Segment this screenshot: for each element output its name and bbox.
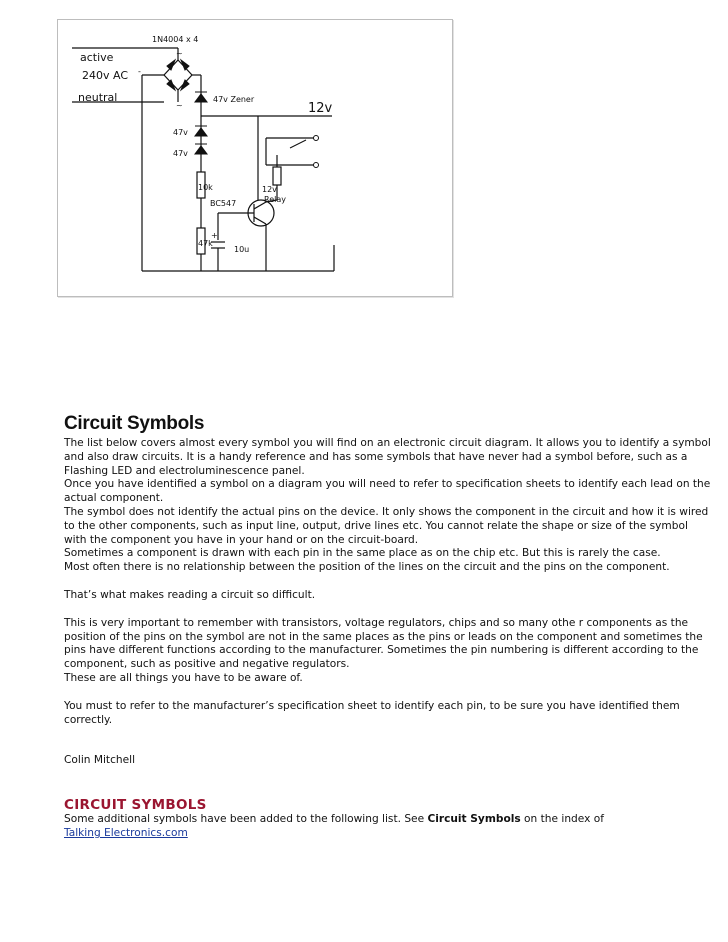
author-name: Colin Mitchell	[64, 754, 136, 767]
paragraph-difficult: That’s what makes reading a circuit so difficult.	[64, 588, 316, 601]
section-text-before: Some additional symbols have been added to the following list. See	[64, 813, 428, 826]
tilde-top-label: ~	[176, 49, 183, 58]
diode-label: 1N4004 x 4	[152, 35, 199, 44]
capacitor-label: 10u	[234, 245, 250, 254]
relay-label-1: 12v	[262, 185, 277, 194]
paragraph-no-relationship: Most often there is no relationship between the position of the lines on the circuit and the pins on the component.	[64, 561, 670, 574]
section-paragraph	[64, 813, 712, 841]
supply-label: 12v	[308, 101, 333, 116]
paragraph-aware: These are all things you have to be aware of.	[64, 671, 303, 684]
neutral-label: neutral	[78, 91, 118, 104]
diode1-label: 47v	[173, 128, 188, 137]
circuit-schematic	[58, 20, 452, 296]
circuit-symbols-bold: Circuit Symbols	[427, 813, 521, 826]
transistor-label: BC547	[210, 199, 237, 208]
paragraph-pins: The symbol does not identify the actual pins on the device. It only shows the component in the circuit and how it is wired to the other components, such as input line, output, drive lines etc. You cannot relate the shape or size of the symbol with the component you have in your hand or on the circuit-board.	[64, 505, 709, 546]
resistor1-label: 10k	[198, 183, 213, 192]
circuit-diagram	[57, 19, 453, 297]
paragraph-same-place: Sometimes a component is drawn with each pin in the same place as on the chip etc. But this is rarely the case.	[64, 547, 661, 560]
active-label: active	[80, 51, 114, 64]
talking-electronics-link[interactable]: Talking Electronics.com	[64, 826, 188, 839]
zener-label: 47v Zener	[213, 95, 255, 104]
relay-label-2: Relay	[264, 195, 286, 204]
tilde-bottom-label: ~	[176, 101, 183, 110]
diode2-label: 47v	[173, 149, 188, 158]
paragraph-spec-sheets: Once you have identified a symbol on a diagram you will need to refer to specification sheets to identify each lead on the actual component.	[64, 478, 711, 505]
minus-label: -	[138, 67, 141, 76]
paragraph-intro: The list below covers almost every symbol you will find on an electronic circuit diagram. It allows you to identify a symbol and also draw circuits. It is a handy reference and has some symbols that have never had a symbol before, such as a Flashing LED and electroluminescence panel.	[64, 437, 711, 477]
article-title: Circuit Symbols	[64, 413, 205, 434]
article	[64, 413, 712, 841]
voltage-label: 240v AC	[82, 69, 129, 82]
section-title: CIRCUIT SYMBOLS	[64, 797, 207, 814]
paragraph-refer: You must to refer to the manufacturer’s specification sheet to identify each pin, to be sure you have identified them correctly.	[64, 699, 680, 726]
section-text-after: on the index of	[520, 813, 604, 826]
paragraph-important: This is very important to remember with transistors, voltage regulators, chips and so many othe r components as the position of the pins on the symbol are not in the same places as the pins or leads on the component and sometimes the pins have different functions according to the manufacturer. Sometimes the pin numbering is different according to the component, such as positive and negative regulators.	[64, 616, 703, 671]
cap-plus-label: +	[211, 231, 218, 240]
resistor2-label: 47k	[198, 239, 213, 248]
